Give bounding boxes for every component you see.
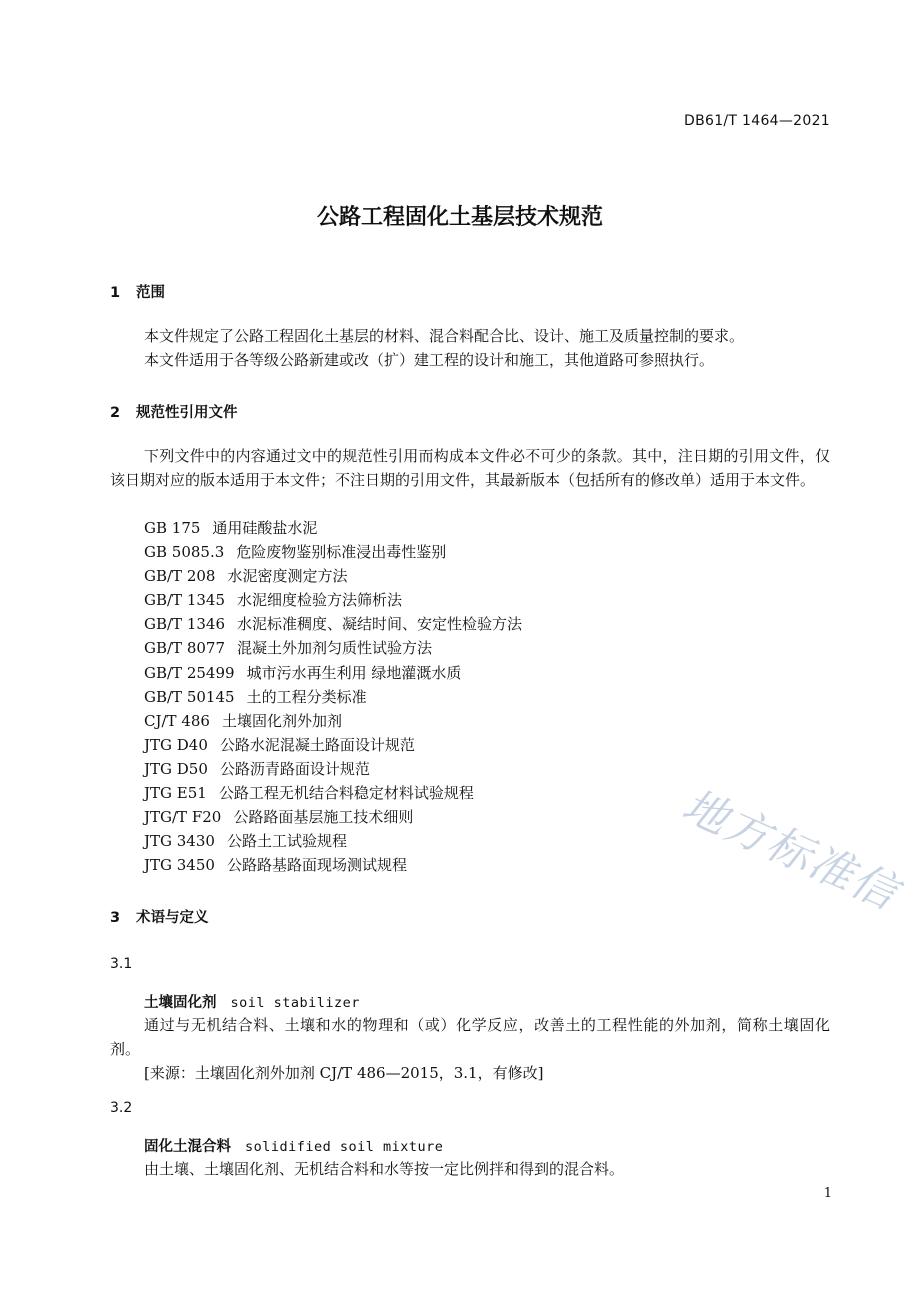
ref-name: 公路路面基层施工技术细则 [233,808,414,827]
ref-code: JTG D50 [144,759,208,778]
section-3-heading [110,906,209,927]
ref-code: GB/T 1345 [144,591,226,610]
ref-name: 土的工程分类标准 [246,687,367,706]
term-number: 3.1 [110,956,133,972]
term-definition: 由土壤、土壤固化剂、无机结合料和水等按一定比例拌和得到的混合料。 [144,1160,625,1178]
ref-name: 土壤固化剂外加剂 [221,711,342,730]
ref-name: 公路沥青路面设计规范 [219,759,370,778]
ref-name: 通用硅酸盐水泥 [212,519,318,537]
section-2-heading [110,401,238,422]
section-number: 1 [110,285,121,301]
section-number: 3 [110,910,121,926]
ref-code: JTG E51 [144,784,207,803]
term-heading [144,991,360,1012]
ref-code: GB/T 25499 [144,663,235,682]
list-item [144,733,522,757]
ref-name: 水泥标准稠度、凝结时间、安定性检验方法 [237,615,523,634]
ref-name: 危险废物鉴别标准浸出毒性鉴别 [236,543,447,562]
ref-code: JTG 3450 [144,856,215,875]
references-intro: 下列文件中的内容通过文中的规范性引用而构成本文件必不可少的条款。其中，注日期的引用文件，仅该日期对应的版本适用于本文件；不注日期的引用文件，其最新版本（包括所有的修改单）适用于本文件。 [110,447,830,489]
ref-name: 水泥密度测定方法 [227,567,348,586]
section-title: 术语与定义 [136,910,209,926]
term-definition: 通过与无机结合料、土壤和水的物理和（或）化学反应，改善土的工程性能的外加剂，简称土壤固化剂。 [110,1016,830,1058]
ref-code: CJ/T 486 [144,711,210,730]
term-heading [144,1135,443,1156]
list-item [144,685,522,709]
term-cn: 固化土混合料 [144,1139,231,1155]
section-title: 规范性引用文件 [136,405,238,421]
ref-name: 公路水泥混凝土路面设计规范 [219,735,415,754]
list-item [144,636,522,660]
ref-name: 公路工程无机结合料稳定材料试验规程 [218,784,474,803]
document-code: DB61/T 1464—2021 [684,113,830,129]
term-source: [来源：土壤固化剂外加剂 CJ/T 486—2015，3.1，有修改] [144,1064,544,1082]
list-item [144,588,522,612]
section-title: 范围 [136,285,165,301]
section-1-heading [110,281,165,302]
scope-paragraph-2: 本文件适用于各等级公路新建或改（扩）建工程的设计和施工，其他道路可参照执行。 [144,351,715,369]
ref-code: JTG/T F20 [144,808,222,827]
ref-name: 公路土工试验规程 [226,832,347,851]
list-item [144,781,522,805]
ref-name: 城市污水再生利用 绿地灌溉水质 [246,663,462,682]
ref-code: GB/T 1346 [144,615,226,634]
term-cn: 土壤固化剂 [144,995,217,1011]
list-item [144,564,522,588]
reference-list [144,516,522,877]
ref-code: GB/T 50145 [144,687,235,706]
ref-name: 混凝土外加剂匀质性试验方法 [237,639,433,658]
scope-paragraph-1: 本文件规定了公路工程固化土基层的材料、混合料配合比、设计、施工及质量控制的要求。 [144,327,745,345]
list-item [144,829,522,853]
list-item [144,661,522,685]
ref-code: JTG D40 [144,735,208,754]
list-item [144,853,522,877]
term-number: 3.2 [110,1100,133,1116]
ref-code: GB/T 208 [144,567,216,586]
ref-code: GB 175 [144,519,201,537]
list-item [144,757,522,781]
page-title: 公路工程固化土基层技术规范 [316,205,603,230]
ref-name: 水泥细度检验方法筛析法 [237,591,403,610]
list-item [144,516,522,540]
term-en: soil stabilizer [230,995,360,1011]
page-number: 1 [823,1186,832,1201]
list-item [144,612,522,636]
section-number: 2 [110,405,121,421]
watermark: 地方标准信 [674,780,906,921]
ref-code: JTG 3430 [144,832,215,851]
list-item [144,805,522,829]
list-item [144,709,522,733]
ref-code: GB 5085.3 [144,543,225,562]
ref-name: 公路路基路面现场测试规程 [226,856,407,875]
ref-code: GB/T 8077 [144,639,226,658]
list-item [144,540,522,564]
term-en: solidified soil mixture [245,1139,444,1155]
